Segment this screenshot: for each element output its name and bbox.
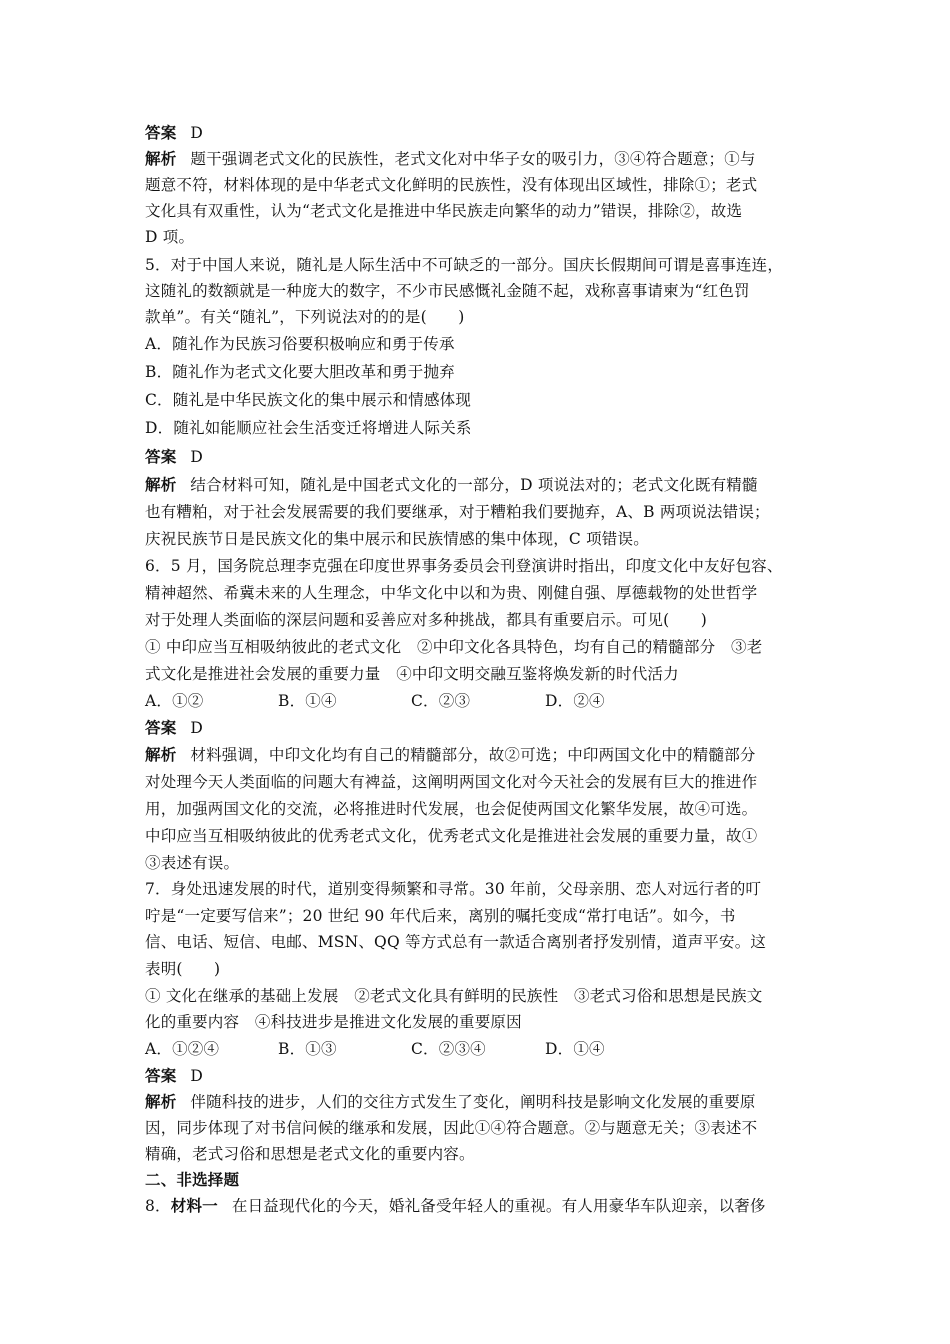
q7-answer-line: [145, 1065, 203, 1087]
q7-choice-a: A．①②④: [145, 1040, 220, 1058]
q5-option-b: B．随礼作为老式文化要大胆改革和勇于抛弃: [145, 363, 455, 381]
q7-analysis-line-1: [145, 1091, 756, 1113]
q6-statement-line-1: ① 中印应当互相吸纳彼此的老式文化 ②中印文化各具特色，均有自己的精髓部分 ③老: [145, 638, 763, 656]
q7-choice-d: D．①④: [545, 1040, 605, 1058]
q6-choice-c: C．②③: [411, 692, 471, 710]
q4-analysis-line-3: 文化具有双重性，认为“老式文化是推进中华民族走向繁华的动力”错误，排除②，故选: [145, 202, 743, 220]
q4-analysis-line-2: 题意不符，材料体现的是中华老式文化鲜明的民族性，没有体现出区域性，排除①；老式: [145, 176, 758, 194]
q7-stem-line-4: 表明( ): [145, 960, 221, 978]
q6-analysis-line-3: 用，加强两国文化的交流，必将推进时代发展，也会促使两国文化繁华发展，故④可选。: [145, 800, 758, 818]
q6-analysis-line-1: [145, 744, 756, 766]
q7-analysis-line-2: 因，同步体现了对书信问候的继承和发展，因此①④符合题意。②与题意无关；③表述不: [145, 1119, 758, 1137]
q7-stem-line-1: 7．身处迅速发展的时代，道别变得频繁和寻常。30 年前，父母亲朋、恋人对远行者的叮: [145, 880, 762, 898]
q6-analysis-line-4: 中印应当互相吸纳彼此的优秀老式文化，优秀老式文化是推进社会发展的重要力量，故①: [145, 827, 758, 845]
q5-stem-line-1: 5．对于中国人来说，随礼是人际生活中不可缺乏的一部分。国庆长假期间可谓是喜事连连，: [145, 256, 784, 274]
q5-stem-line-2: 这随礼的数额就是一种庞大的数字，不少市民感慨礼金随不起，戏称喜事请柬为“红色罚: [145, 282, 750, 300]
answer-value: D: [190, 719, 204, 737]
answer-label: 答案: [145, 1067, 177, 1085]
material-label: 材料一: [170, 1197, 218, 1215]
q5-option-d: D．随礼如能顺应社会生活变迁将增进人际关系: [145, 419, 472, 437]
q6-stem-line-1: 6．5 月，国务院总理李克强在印度世界事务委员会刊登演讲时指出，印度文化中友好包容、: [145, 557, 783, 575]
answer-label: 答案: [145, 448, 177, 466]
q7-choice-b: B．①③: [278, 1040, 337, 1058]
answer-value: D: [190, 448, 204, 466]
q5-stem-line-3: 款单”。有关“随礼”，下列说法对的的是( ): [145, 308, 465, 326]
q6-choice-d: D．②④: [545, 692, 605, 710]
q5-option-a: A．随礼作为民族习俗要积极响应和勇于传承: [145, 335, 455, 353]
section-title: 二、非选择题: [145, 1171, 240, 1189]
q6-stem-line-3: 对于处理人类面临的深层问题和妥善应对多种挑战，都具有重要启示。可见( ): [145, 611, 707, 629]
q8-line-1: [145, 1195, 766, 1217]
q6-analysis-line-5: ③表述有误。: [145, 854, 240, 872]
q8-text: 在日益现代化的今天，婚礼备受年轻人的重视。有人用豪华车队迎亲，以奢侈: [231, 1197, 766, 1215]
q4-analysis-line-4: D 项。: [145, 228, 195, 246]
analysis-label: 解析: [145, 746, 177, 764]
answer-value: D: [190, 1067, 204, 1085]
q6-answer-line: [145, 717, 203, 739]
q5-analysis-line-1: [145, 474, 758, 496]
q4-answer-line: [145, 122, 203, 144]
q4-analysis-line-1: [145, 148, 756, 170]
analysis-text: 结合材料可知，随礼是中国老式文化的一部分，D 项说法对的；老式文化既有精髓: [190, 476, 758, 494]
q6-choice-a: A．①②: [145, 692, 204, 710]
q7-statement-line-2: 化的重要内容 ④科技进步是推进文化发展的重要原因: [145, 1013, 522, 1031]
analysis-text: 题干强调老式文化的民族性，老式文化对中华子女的吸引力，③④符合题意；①与: [190, 150, 756, 168]
q7-analysis-line-3: 精确，老式习俗和思想是老式文化的重要内容。: [145, 1145, 475, 1163]
q5-option-c: C．随礼是中华民族文化的集中展示和情感体现: [145, 391, 472, 409]
q5-answer-line: [145, 446, 203, 468]
q7-choice-c: C．②③④: [411, 1040, 486, 1058]
q6-statement-line-2: 式文化是推进社会发展的重要力量 ④中印文明交融互鉴将焕发新的时代活力: [145, 665, 679, 683]
q5-analysis-line-3: 庆祝民族节日是民族文化的集中展示和民族情感的集中体现，C 项错误。: [145, 530, 649, 548]
analysis-text: 材料强调，中印文化均有自己的精髓部分，故②可选；中印两国文化中的精髓部分: [190, 746, 756, 764]
q5-analysis-line-2: 也有糟粕，对于社会发展需要的我们要继承，对于糟粕我们要抛弃，A、B 两项说法错误；: [145, 503, 770, 521]
analysis-text: 伴随科技的进步，人们的交往方式发生了变化，阐明科技是影响文化发展的重要原: [190, 1093, 756, 1111]
q7-statement-line-1: ① 文化在继承的基础上发展 ②老式文化具有鲜明的民族性 ③老式习俗和思想是民族文: [145, 987, 763, 1005]
answer-label: 答案: [145, 124, 177, 142]
q7-stem-line-2: 咛是“一定要写信来”；20 世纪 90 年代后来，离别的嘱托变成“常打电话”。如今，书: [145, 907, 736, 925]
q8-number: 8．: [145, 1197, 171, 1215]
q6-choice-b: B．①④: [278, 692, 337, 710]
answer-value: D: [190, 124, 204, 142]
answer-label: 答案: [145, 719, 177, 737]
analysis-label: 解析: [145, 476, 177, 494]
q6-analysis-line-2: 对处理今天人类面临的问题大有裨益，这阐明两国文化对今天社会的发展有巨大的推进作: [145, 773, 758, 791]
analysis-label: 解析: [145, 1093, 177, 1111]
q7-stem-line-3: 信、电话、短信、电邮、MSN、QQ 等方式总有一款适合离别者抒发别情，道声平安。这: [145, 933, 767, 951]
q6-stem-line-2: 精神超然、希冀未来的人生理念，中华文化中以和为贵、刚健自强、厚德载物的处世哲学: [145, 584, 758, 602]
analysis-label: 解析: [145, 150, 177, 168]
